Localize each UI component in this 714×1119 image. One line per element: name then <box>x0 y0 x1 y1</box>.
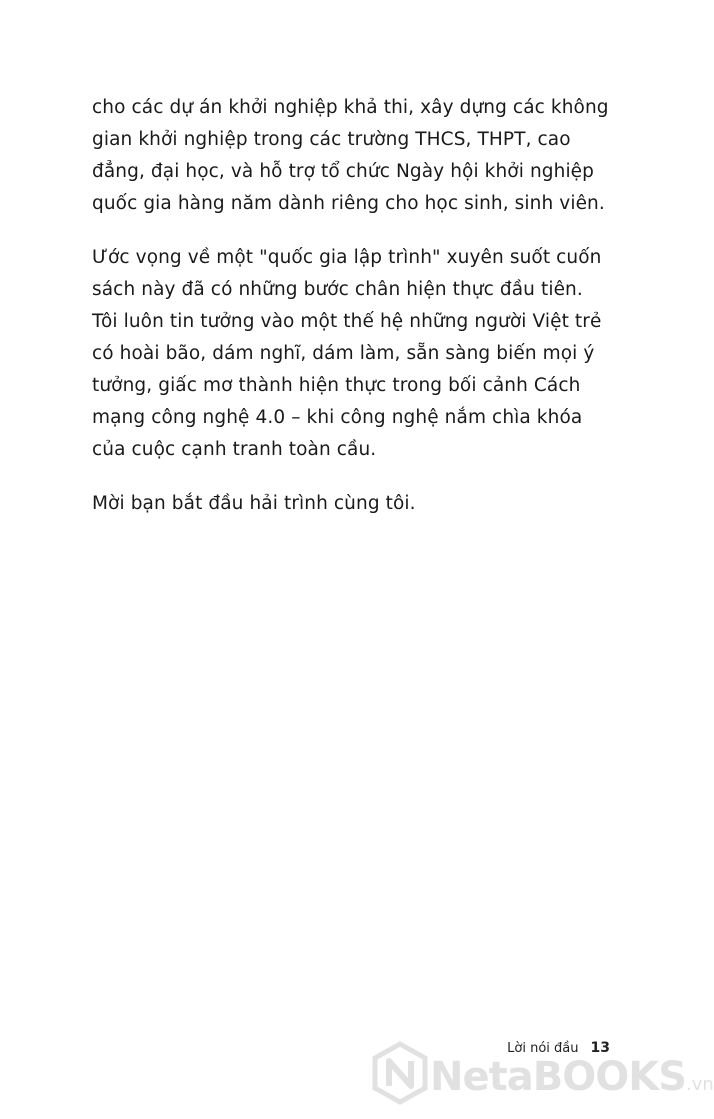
section-title: Lời nói đầu <box>507 1041 579 1056</box>
text-line: có hoài bão, dám nghĩ, dám làm, sẵn sàng biến mọi ý <box>92 343 595 364</box>
watermark-domain-suffix: .vn <box>686 1074 714 1095</box>
watermark-brand-name: NetaBOOKS <box>430 1054 687 1100</box>
text-line: của cuộc cạnh tranh toàn cầu. <box>92 439 377 460</box>
text-line: Tôi luôn tin tưởng vào một thế hệ những người Việt trẻ <box>92 311 602 332</box>
paragraph <box>92 242 612 466</box>
text-line: quốc gia hàng năm dành riêng cho học sinh, sinh viên. <box>92 193 605 214</box>
paragraph <box>92 488 612 520</box>
text-line: Ước vọng về một "quốc gia lập trình" xuyên suốt cuốn <box>92 247 602 268</box>
hexagon-n-logo-icon <box>372 1042 428 1104</box>
running-footer <box>507 1040 610 1056</box>
text-line: sách này đã có những bước chân hiện thực đầu tiên. <box>92 279 583 300</box>
text-line: tưởng, giấc mơ thành hiện thực trong bối cảnh Cách <box>92 375 581 396</box>
body-text <box>92 92 612 542</box>
text-line: Mời bạn bắt đầu hải trình cùng tôi. <box>92 493 416 514</box>
text-line: cho các dự án khởi nghiệp khả thi, xây dựng các không <box>92 97 609 118</box>
paragraph <box>92 92 612 220</box>
text-line: gian khởi nghiệp trong các trường THCS, THPT, cao <box>92 129 571 150</box>
text-line: đẳng, đại học, và hỗ trợ tổ chức Ngày hội khởi nghiệp <box>92 161 595 182</box>
watermark-brand <box>430 1054 714 1100</box>
page-number: 13 <box>590 1040 610 1056</box>
text-line: mạng công nghệ 4.0 – khi công nghệ nắm chìa khóa <box>92 407 583 428</box>
